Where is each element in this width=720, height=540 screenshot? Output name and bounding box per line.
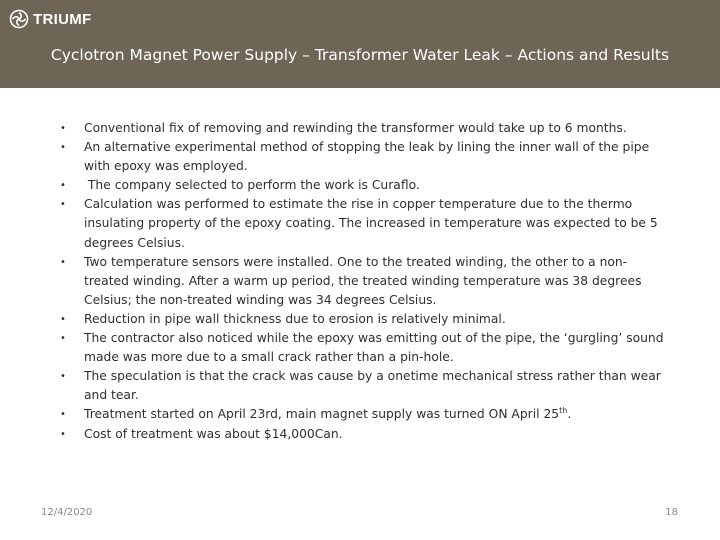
bullet-text: An alternative experimental method of stopping the leak by lining the inner wall of the pipe with epoxy was employed. bbox=[84, 140, 650, 174]
bullet-text: Calculation was performed to estimate the rise in copper temperature due to the thermo insulating property of the epoxy coating. The increased in temperature was expected to be 5 degrees Celsius. bbox=[84, 197, 658, 250]
bullet-item bbox=[60, 425, 672, 444]
bullet-list bbox=[60, 119, 672, 444]
bullet-marker: • bbox=[60, 371, 66, 383]
bullet-item bbox=[60, 119, 672, 138]
bullet-marker: • bbox=[60, 142, 66, 154]
bullet-item bbox=[60, 138, 672, 176]
triumf-logo bbox=[9, 8, 91, 30]
bullet-marker: • bbox=[60, 313, 66, 325]
footer-date: 12/4/2020 bbox=[41, 507, 93, 518]
bullet-marker: • bbox=[60, 199, 66, 211]
bullet-marker: • bbox=[60, 428, 66, 440]
bullet-superscript: th bbox=[559, 406, 568, 416]
logo-text: TRIUMF bbox=[33, 10, 92, 28]
bullet-item bbox=[60, 176, 672, 195]
bullet-marker: • bbox=[60, 123, 66, 134]
bullet-item bbox=[60, 253, 672, 310]
bullet-marker: • bbox=[60, 180, 66, 192]
bullet-text: Reduction in pipe wall thickness due to erosion is relatively minimal. bbox=[84, 311, 506, 326]
bullet-text: Two temperature sensors were installed. One to the treated winding, the other to a non-treated winding. After a warm up period, the treated winding temperature was 38 degrees Celsius; the non-treated winding was 34 degrees Celsius. bbox=[84, 254, 642, 307]
bullet-item bbox=[60, 367, 672, 405]
bullet-text: The company selected to perform the work is Curaflo. bbox=[87, 178, 420, 193]
slide-title: Cyclotron Magnet Power Supply – Transformer Water Leak – Actions and Results bbox=[50, 46, 670, 64]
bullet-text: The speculation is that the crack was cause by a onetime mechanical stress rather than wear and tear. bbox=[84, 369, 661, 403]
bullet-item bbox=[60, 329, 672, 367]
bullet-marker: • bbox=[60, 256, 66, 268]
bullet-item bbox=[60, 310, 672, 329]
bullet-text: Cost of treatment was about $14,000Can. bbox=[84, 426, 343, 441]
bullet-item bbox=[60, 405, 672, 424]
bullet-marker: • bbox=[60, 333, 66, 345]
bullet-marker: • bbox=[60, 409, 66, 421]
bullet-text: The contractor also noticed while the epoxy was emitting out of the pipe, the ‘gurgling’ sound made was more due to a small crack rather than a pin-hole. bbox=[84, 331, 664, 365]
bullet-text-end: . bbox=[567, 407, 572, 422]
title-bar bbox=[0, 0, 720, 88]
bullet-item bbox=[60, 195, 672, 252]
triumf-logo-icon bbox=[9, 9, 29, 29]
bullet-text-treatment: Treatment started on April 23rd, main magnet supply was turned ON April 25 bbox=[84, 407, 560, 422]
page-number: 18 bbox=[665, 507, 678, 518]
bullet-text: Conventional fix of removing and rewinding the transformer would take up to 6 months. bbox=[84, 121, 627, 135]
